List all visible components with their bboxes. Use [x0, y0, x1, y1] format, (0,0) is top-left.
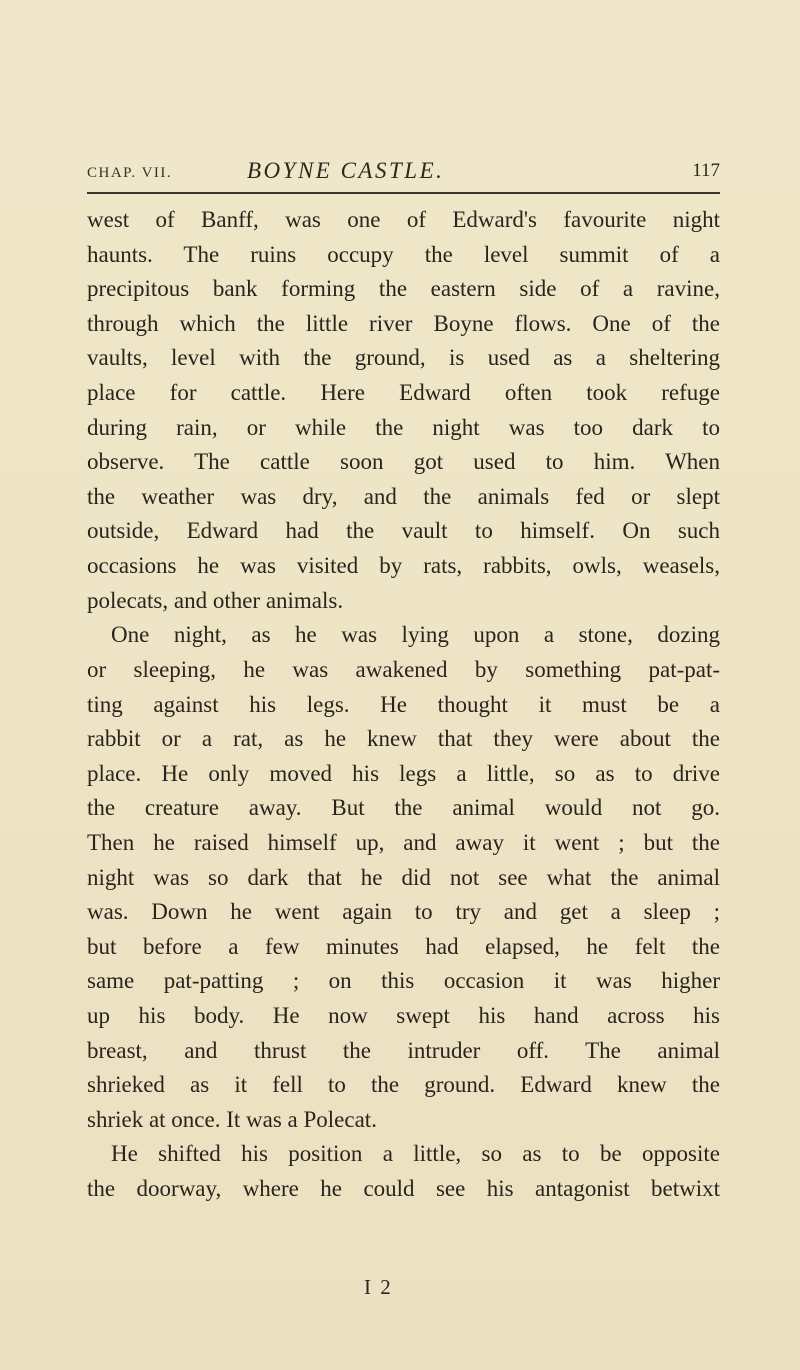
text-line: precipitous bank forming the eastern side of a ravine,: [87, 276, 720, 302]
text-line: shriek at once. It was a Polecat.: [87, 1106, 377, 1132]
text-line: polecats, and other animals.: [87, 587, 344, 613]
text-line: occasions he was visited by rats, rabbits, owls, weasels,: [87, 553, 720, 579]
text-line: breast, and thrust the intruder off. The animal: [87, 1037, 720, 1063]
running-title: BOYNE CASTLE.: [247, 158, 445, 183]
text-line: place. He only moved his legs a little, so as to drive: [87, 760, 720, 786]
text-line: vaults, level with the ground, is used as a sheltering: [87, 345, 720, 371]
chapter-label: CHAP. VII.: [87, 165, 173, 181]
signature-mark: I 2: [364, 1275, 393, 1299]
text-line: ting against his legs. He thought it must be a: [87, 691, 720, 717]
text-line: haunts. The ruins occupy the level summit of a: [87, 241, 720, 267]
text-line: He shifted his position a little, so as to be opposite: [111, 1141, 720, 1167]
text-line: Then he raised himself up, and away it went ; but the: [87, 829, 720, 855]
text-line: was. Down he went again to try and get a sleep ;: [87, 899, 720, 925]
text-line: up his body. He now swept his hand across his: [87, 1003, 720, 1029]
text-line: observe. The cattle soon got used to him. When: [87, 449, 720, 475]
text-line: the creature away. But the animal would not go.: [87, 795, 720, 821]
text-line: rabbit or a rat, as he knew that they were about the: [87, 726, 720, 752]
text-line: or sleeping, he was awakened by something pat-pat-: [87, 656, 720, 682]
text-line: night was so dark that he did not see what the animal: [87, 864, 720, 890]
text-line: outside, Edward had the vault to himself. On such: [87, 518, 720, 544]
text-line: same pat-patting ; on this occasion it was higher: [87, 968, 720, 994]
text-line: the weather was dry, and the animals fed or slept: [87, 483, 720, 509]
body-text: [87, 203, 720, 1207]
text-line: but before a few minutes had elapsed, he felt the: [87, 933, 720, 959]
text-line: during rain, or while the night was too dark to: [87, 414, 720, 440]
text-line: shrieked as it fell to the ground. Edward knew the: [87, 1072, 720, 1098]
header-rule: [87, 192, 720, 194]
text-line: through which the little river Boyne flows. One of the: [87, 310, 720, 336]
text-line: west of Banff, was one of Edward's favourite night: [87, 207, 720, 232]
text-line: One night, as he was lying upon a stone, dozing: [111, 622, 720, 648]
text-line: the doorway, where he could see his antagonist betwixt: [87, 1176, 720, 1202]
text-line: place for cattle. Here Edward often took refuge: [87, 380, 720, 406]
page-number: 117: [692, 160, 720, 181]
page-header: [87, 158, 720, 186]
